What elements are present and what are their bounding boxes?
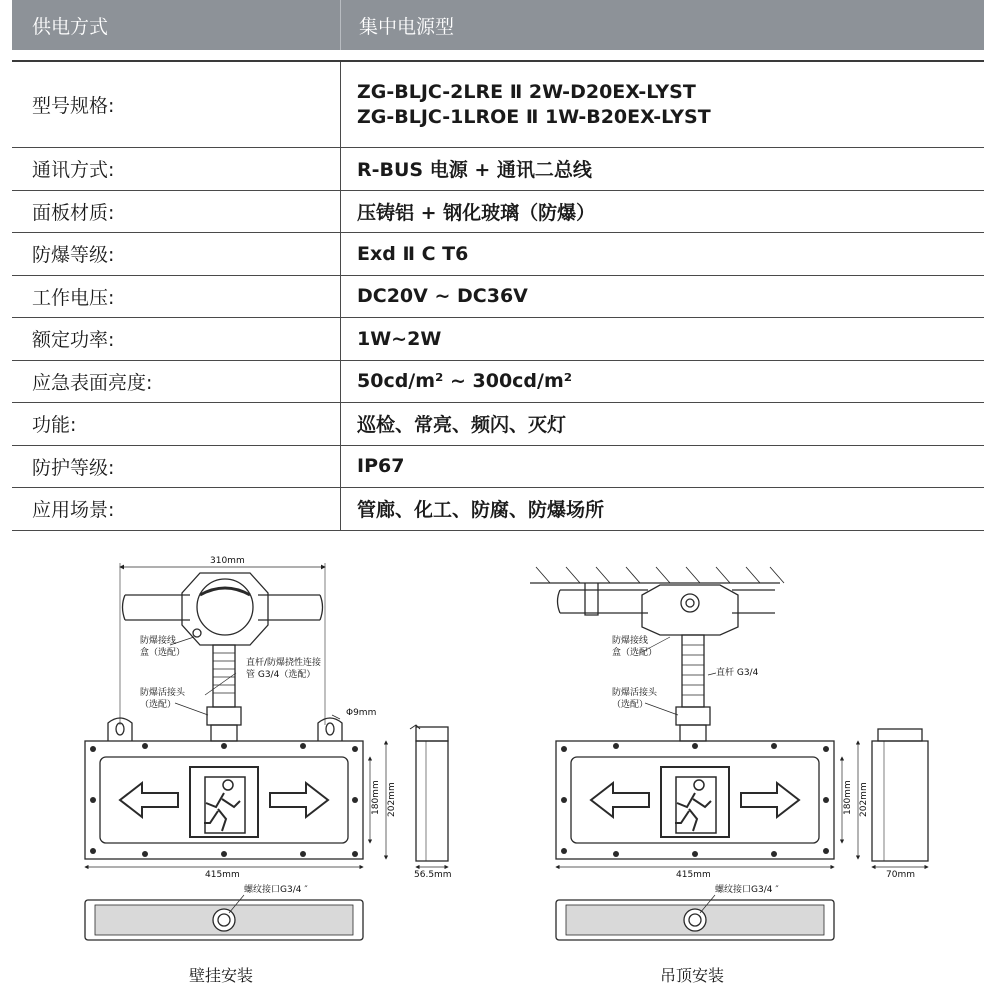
table-body: [12, 62, 984, 531]
row-value: 管廊、化工、防腐、防爆场所: [340, 488, 984, 530]
row-key: 型号规格:: [32, 95, 115, 117]
dim-depth: 56.5mm: [414, 870, 452, 880]
caption-ceiling-mount: 吊顶安装: [660, 966, 725, 985]
row-key: 面板材质:: [32, 201, 115, 224]
label-union-2: （选配）: [612, 700, 649, 710]
label-union-2: （选配）: [140, 700, 177, 710]
label-union-1: 防爆活接头: [140, 688, 186, 698]
header-key: 供电方式: [32, 15, 109, 38]
dim-415: 415mm: [676, 870, 711, 880]
dim-415: 415mm: [205, 870, 240, 880]
row-key: 功能:: [32, 414, 77, 437]
row-value: 1W~2W: [340, 318, 984, 360]
label-pipe-1: 直杆/防爆挠性连接: [246, 658, 322, 668]
row-value: DC20V ~ DC36V: [340, 276, 984, 318]
row-key: 应急表面亮度:: [32, 371, 153, 394]
dim-202: 202mm: [387, 782, 397, 817]
table-row: [12, 361, 984, 404]
row-value: R-BUS 电源 + 通讯二总线: [340, 148, 984, 190]
row-key: 通讯方式:: [32, 159, 115, 182]
label-box-2: 盒（选配）: [140, 648, 186, 658]
dim-180: 180mm: [843, 780, 853, 815]
table-row: [12, 191, 984, 234]
wall-mount-drawing: [85, 563, 448, 940]
table-row: [12, 233, 984, 276]
spec-table: [12, 0, 984, 522]
row-value: 50cd/m² ~ 300cd/m²: [340, 361, 984, 403]
row-value: IP67: [340, 446, 984, 488]
ceiling-mount-labels: [612, 634, 915, 895]
table-row: [12, 403, 984, 446]
row-value: 压铸铝 + 钢化玻璃（防爆）: [340, 191, 984, 233]
table-row: [12, 446, 984, 489]
row-key: 工作电压:: [32, 286, 115, 309]
label-box-1: 防爆接线: [140, 636, 177, 646]
label-pipe: 直杆 G3/4: [716, 668, 759, 678]
table-row-model: [12, 62, 984, 148]
row-value: [340, 62, 984, 147]
model-line-1: ZG-BLJC-2LRE Ⅱ 2W-D20EX-LYST: [357, 80, 696, 103]
table-header: [12, 0, 984, 50]
drawings-svg: [0, 545, 990, 1000]
label-thread: 螺纹接口G3/4 ″: [244, 885, 308, 895]
row-key: 防爆等级:: [32, 244, 115, 267]
label-pipe-2: 管 G3/4（选配）: [246, 670, 316, 680]
model-line-2: ZG-BLJC-1LROE Ⅱ 1W-B20EX-LYST: [357, 105, 711, 128]
header-value: 集中电源型: [340, 0, 984, 50]
wall-mount-labels: [140, 556, 452, 895]
caption-wall-mount: 壁挂安装: [189, 966, 254, 985]
table-row: [12, 148, 984, 191]
row-key: 应用场景:: [32, 499, 115, 522]
label-box-2: 盒（选配）: [612, 648, 658, 658]
row-value: Exd Ⅱ C T6: [340, 233, 984, 275]
table-row: [12, 276, 984, 319]
label-box-1: 防爆接线: [612, 636, 649, 646]
dim-depth: 70mm: [886, 870, 915, 880]
table-row: [12, 318, 984, 361]
dim-180: 180mm: [371, 780, 381, 815]
row-key: 额定功率:: [32, 329, 115, 352]
dim-hole: Φ9mm: [346, 708, 377, 718]
label-union-1: 防爆活接头: [612, 688, 658, 698]
row-key: 防护等级:: [32, 456, 115, 479]
table-row: [12, 488, 984, 531]
label-thread: 螺纹接口G3/4 ″: [715, 885, 779, 895]
dim-310: 310mm: [210, 556, 245, 566]
technical-drawings: [0, 545, 990, 1000]
dim-202: 202mm: [859, 782, 869, 817]
row-value: 巡检、常亮、频闪、灭灯: [340, 403, 984, 445]
